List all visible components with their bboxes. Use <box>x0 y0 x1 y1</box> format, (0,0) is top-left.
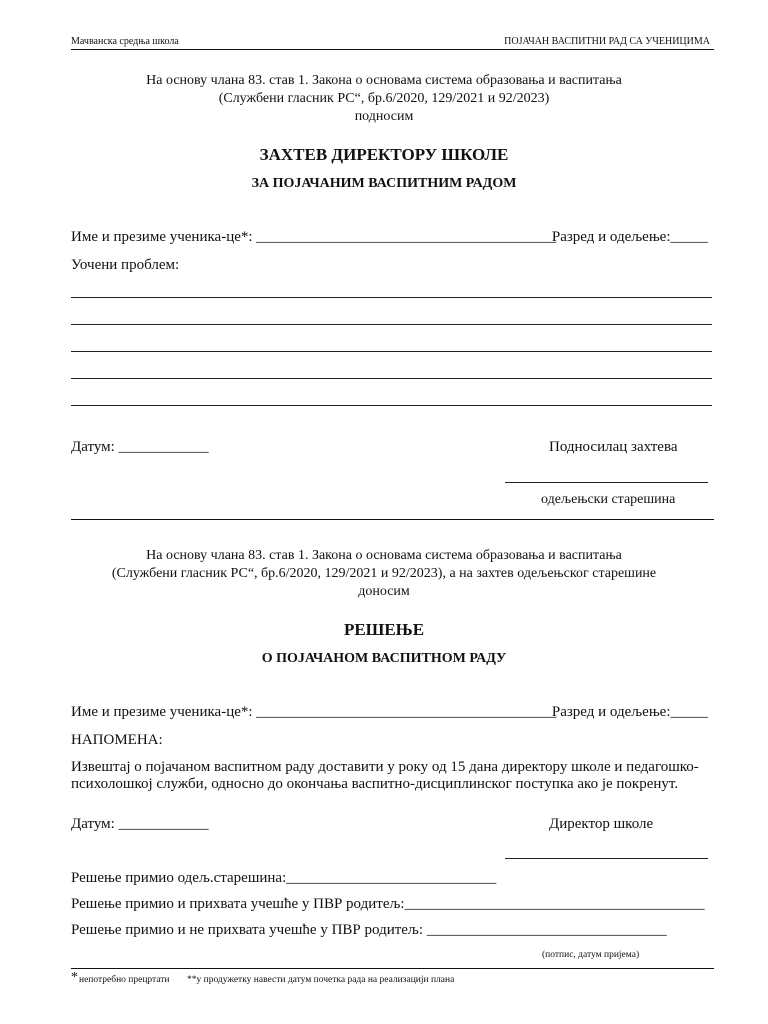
decision-title: РЕШЕЊЕ <box>343 620 425 639</box>
section-divider <box>71 519 714 520</box>
note-label: НАПОМЕНА: <box>71 732 163 748</box>
problem-line[interactable] <box>71 378 712 379</box>
footnote-text-2: **у продужетку навести датум почетка рада на реализацији плана <box>187 975 455 985</box>
received-by-teacher-field[interactable]: Решење примио одељ.старешина:____________________________ <box>71 870 497 886</box>
class-teacher-label: одељењски старешина <box>541 492 676 507</box>
document-type: ПОЈАЧАН ВАСПИТНИ РАД СА УЧЕНИЦИМА <box>504 36 710 47</box>
request-title: ЗАХТЕВ ДИРЕКТОРУ ШКОЛЕ <box>259 145 509 164</box>
footnote-star: * <box>71 970 78 985</box>
problem-line[interactable] <box>71 405 712 406</box>
request-legal-basis-line2: (Службени гласник РС“, бр.6/2020, 129/2021 и 92/2023) <box>218 91 550 106</box>
request-subtitle: ЗА ПОЈАЧАНИМ ВАСПИТНИМ РАДОМ <box>251 176 517 191</box>
request-submit-word: подносим <box>354 109 414 124</box>
request-student-name-field[interactable]: Име и презиме ученика-це*: ________________________________________ <box>71 229 557 245</box>
school-name: Мачванска средња школа <box>71 36 179 47</box>
note-text-line2: психолошкој служби, односно до окончања васпитно-дисциплинског поступка ако је покренут. <box>71 776 679 792</box>
submitter-signature-line[interactable] <box>505 482 708 483</box>
problem-line[interactable] <box>71 297 712 298</box>
submitter-label: Подносилац захтева <box>549 439 678 455</box>
decision-subtitle: О ПОЈАЧАНОМ ВАСПИТНОМ РАДУ <box>261 651 507 666</box>
signature-hint: (потпис, датум пријема) <box>542 950 640 960</box>
footnote-rule <box>71 968 714 969</box>
note-text-line1: Извештај о појачаном васпитном раду доставити у року од 15 дана директору школе и педагошко- <box>71 759 699 775</box>
problem-label: Уочени проблем: <box>71 257 180 273</box>
decision-adopt-word: доносим <box>358 584 410 599</box>
received-by-parent-accepts-field[interactable]: Решење примио и прихвата учешће у ПВР родитељ:________________________________________ <box>71 896 705 912</box>
decision-student-name-field[interactable]: Име и презиме ученика-це*: ________________________________________ <box>71 704 557 720</box>
director-signature-line[interactable] <box>505 858 708 859</box>
request-legal-basis-line1: На основу члана 83. став 1. Закона о основама система образовања и васпитања <box>146 73 622 88</box>
decision-date-field[interactable]: Датум: ____________ <box>71 816 209 832</box>
decision-class-field[interactable]: Разред и одељење:_____ <box>551 704 708 720</box>
request-class-field[interactable]: Разред и одељење:_____ <box>551 229 708 245</box>
director-label: Директор школе <box>549 816 654 832</box>
decision-legal-basis-line1: На основу члана 83. став 1. Закона о основама система образовања и васпитања <box>146 548 622 563</box>
request-date-field[interactable]: Датум: ____________ <box>71 439 209 455</box>
received-by-parent-declines-field[interactable]: Решење примио и не прихвата учешће у ПВР родитељ: ________________________________ <box>71 922 667 938</box>
decision-legal-basis-line2: (Службени гласник РС“, бр.6/2020, 129/2021 и 92/2023), а на захтев одељењског старешине <box>111 566 657 581</box>
header-rule <box>71 49 714 50</box>
footnote-text-1: непотребно прецртати <box>79 975 170 985</box>
problem-line[interactable] <box>71 324 712 325</box>
problem-line[interactable] <box>71 351 712 352</box>
